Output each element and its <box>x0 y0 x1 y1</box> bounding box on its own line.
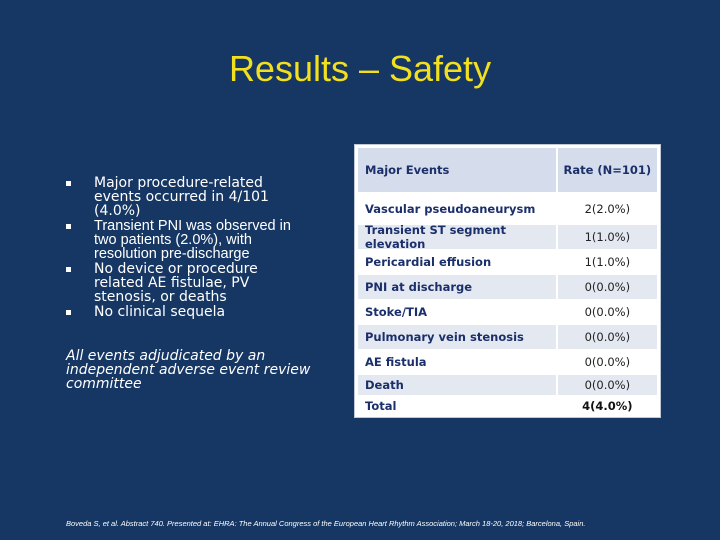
citation-footer: Boveda S, et al. Abstract 740. Presented at: EHRA: The Annual Congress of the European Heart Rhythm Association; March 18-20, 2018; Barcelona, Spain. <box>66 519 586 528</box>
event-cell: Pericardial effusion <box>365 255 492 269</box>
rate-cell: 0(0.0%) <box>558 275 657 299</box>
table-row <box>358 375 657 395</box>
bullet-item <box>66 176 306 218</box>
square-bullet-icon <box>66 267 71 272</box>
event-cell: Death <box>358 375 556 395</box>
event-cell: Stoke/TIA <box>365 305 428 319</box>
event-cell: Pulmonary vein stenosis <box>358 325 556 349</box>
table-row <box>358 275 657 299</box>
table-row <box>358 225 657 249</box>
square-bullet-icon <box>66 224 71 229</box>
rate-cell: 0(0.0%) <box>558 375 657 395</box>
table-total-row <box>358 397 657 415</box>
event-cell: Transient ST segment elevation <box>358 225 556 249</box>
rate-cell: 0(0.0%) <box>584 355 631 369</box>
header-rate: Rate (N=101) <box>558 148 657 192</box>
adjudication-note: All events adjudicated by an independent adverse event review committee <box>66 348 311 392</box>
bullet-item <box>66 219 306 261</box>
bullet-list <box>66 176 306 320</box>
square-bullet-icon <box>66 310 71 315</box>
bullet-item <box>66 262 306 304</box>
total-label-cell: Total <box>365 399 397 413</box>
bullet-item <box>66 305 306 319</box>
header-major-events: Major Events <box>358 148 556 192</box>
table-row <box>358 301 657 323</box>
bullet-text: No device or procedure related AE fistulae, PV stenosis, or deaths <box>94 261 258 305</box>
rate-cell: 1(1.0%) <box>584 255 631 269</box>
total-rate-cell: 4(4.0%) <box>582 399 633 413</box>
table-row <box>358 251 657 273</box>
rate-cell: 0(0.0%) <box>584 305 631 319</box>
slide-title: Results – Safety <box>228 48 492 89</box>
rate-cell: 0(0.0%) <box>558 325 657 349</box>
event-cell: AE fistula <box>365 355 427 369</box>
square-bullet-icon <box>66 181 71 186</box>
safety-table <box>354 144 661 418</box>
bullet-text: Transient PNI was observed in two patients (2.0%), with resolution pre-discharge <box>94 218 291 262</box>
table-header-row <box>358 148 657 192</box>
event-cell: PNI at discharge <box>358 275 556 299</box>
event-cell: Vascular pseudoaneurysm <box>365 202 536 216</box>
rate-cell: 1(1.0%) <box>558 225 657 249</box>
rate-cell: 2(2.0%) <box>584 202 631 216</box>
bullet-text: Major procedure-related events occurred in 4/101 (4.0%) <box>94 175 269 219</box>
table-row <box>358 195 657 223</box>
table-row <box>358 325 657 349</box>
bullet-text: No clinical sequela <box>94 304 226 320</box>
table-row <box>358 351 657 373</box>
